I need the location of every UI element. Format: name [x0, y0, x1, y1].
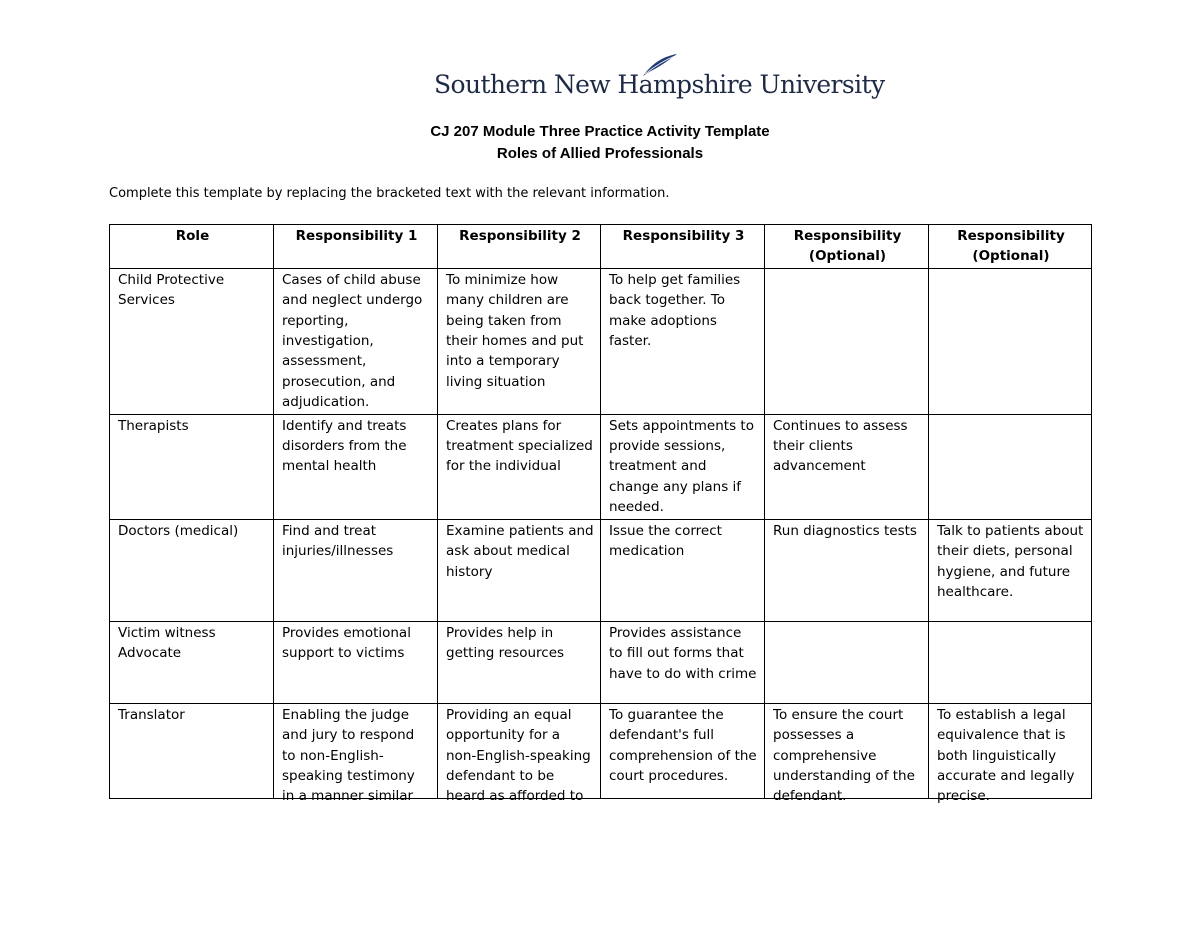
table-cell[interactable]: Provides emotional support to victims: [274, 621, 438, 703]
cell-text: To guarantee the defendant's full comprehension of the court procedures.: [609, 706, 757, 784]
table-cell[interactable]: To help get families back together. To make adoptions faster.: [601, 268, 765, 414]
header-responsibility-2: Responsibility 2: [438, 225, 601, 269]
cell-text: Providing an equal opportunity for a non-English-speaking defendant to be heard as afforded to: [446, 706, 591, 805]
table-cell[interactable]: [274, 703, 438, 805]
cell-text: To ensure the court possesses a comprehensive understanding of the defendant.: [773, 706, 915, 805]
cell-text: Enabling the judge and jury to respond to non-English-speaking testimony in a manner similar: [282, 706, 415, 805]
document-title: [0, 121, 1200, 165]
table-cell[interactable]: Cases of child abuse and neglect undergo reporting, investigation, assessment, prosecution, and adjudication.: [274, 268, 438, 414]
table-cell[interactable]: [765, 703, 929, 805]
table-cell[interactable]: Therapists: [110, 414, 274, 519]
table-cell[interactable]: [438, 703, 601, 805]
roles-table: [109, 224, 1092, 805]
university-logo: [434, 52, 885, 102]
table-cell[interactable]: Doctors (medical): [110, 519, 274, 621]
table-row: [110, 414, 1092, 519]
title-line-2: Roles of Allied Professionals: [496, 145, 704, 162]
logo-text: Southern New Hampshire University: [434, 70, 885, 99]
table-header-row: [110, 225, 1092, 269]
table-cell[interactable]: Creates plans for treatment specialized for the individual: [438, 414, 601, 519]
table-row: [110, 519, 1092, 621]
cell-text: Translator: [118, 706, 185, 723]
table-cell[interactable]: [765, 621, 929, 703]
header-role: Role: [110, 225, 274, 269]
table-cell[interactable]: Identify and treats disorders from the mental health: [274, 414, 438, 519]
table-row: [110, 703, 1092, 798]
table-cell[interactable]: [601, 703, 765, 798]
table-cell[interactable]: [929, 268, 1092, 414]
table-cell[interactable]: [929, 414, 1092, 519]
title-line-1: CJ 207 Module Three Practice Activity Template: [430, 123, 770, 140]
table-cell[interactable]: Run diagnostics tests: [765, 519, 929, 621]
header-responsibility-optional-1: Responsibility (Optional): [765, 225, 929, 269]
table-cell[interactable]: [110, 703, 274, 798]
instructions-text: Complete this template by replacing the bracketed text with the relevant information.: [109, 186, 670, 201]
table-cell[interactable]: Sets appointments to provide sessions, treatment and change any plans if needed.: [601, 414, 765, 519]
header-responsibility-optional-2: Responsibility (Optional): [929, 225, 1092, 269]
table-cell[interactable]: Examine patients and ask about medical history: [438, 519, 601, 621]
table-row: [110, 268, 1092, 414]
cell-text: To establish a legal equivalence that is both linguistically accurate and legally precise.: [937, 706, 1075, 805]
table-cell[interactable]: Find and treat injuries/illnesses: [274, 519, 438, 621]
header-responsibility-1: Responsibility 1: [274, 225, 438, 269]
table-cell[interactable]: [929, 621, 1092, 703]
table-cell[interactable]: Provides assistance to fill out forms that have to do with crime: [601, 621, 765, 703]
table-cell[interactable]: [929, 703, 1092, 805]
header-responsibility-3: Responsibility 3: [601, 225, 765, 269]
table-cell[interactable]: [765, 268, 929, 414]
table-cell[interactable]: Child Protective Services: [110, 268, 274, 414]
table-cell[interactable]: To minimize how many children are being taken from their homes and put into a temporary living situation: [438, 268, 601, 414]
table-row: [110, 621, 1092, 703]
table-cell[interactable]: Provides help in getting resources: [438, 621, 601, 703]
table-cell[interactable]: Victim witness Advocate: [110, 621, 274, 703]
table-cell[interactable]: Continues to assess their clients advancement: [765, 414, 929, 519]
table-cell[interactable]: Issue the correct medication: [601, 519, 765, 621]
table-cell[interactable]: Talk to patients about their diets, personal hygiene, and future healthcare.: [929, 519, 1092, 621]
